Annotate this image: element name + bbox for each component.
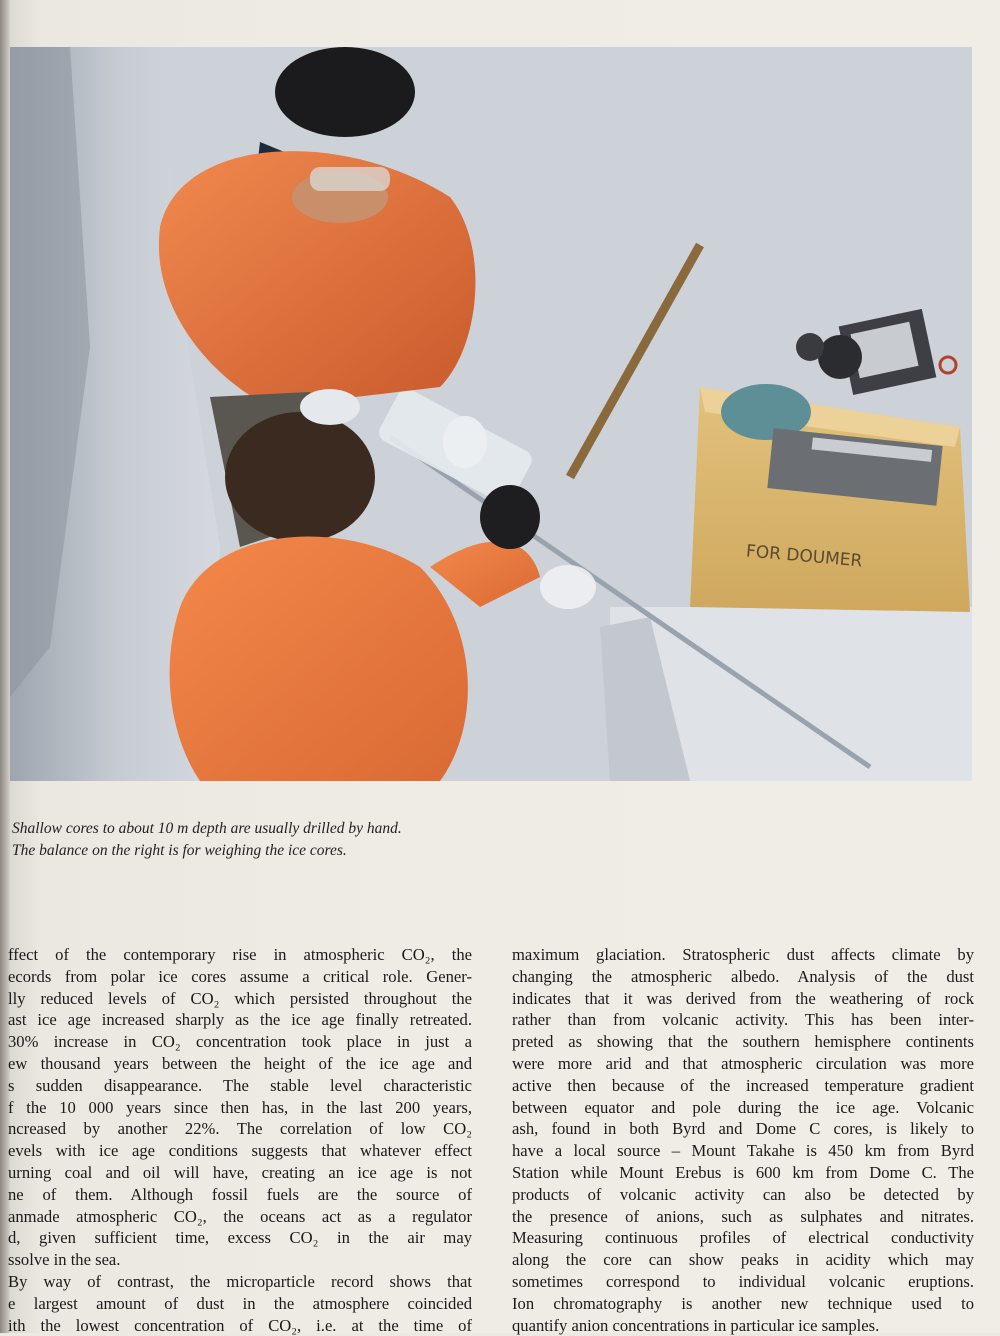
text-line: sometimes correspond to individual volcanic eruptions. [512, 1271, 974, 1291]
text-line: By way of contrast, the microparticle record shows that [8, 1271, 472, 1291]
text-line: along the core can show peaks in acidity which may [512, 1250, 974, 1270]
text-line: changing the atmospheric albedo. Analysis of the dust [512, 966, 974, 986]
text-line: quantify anion concentrations in particular ice samples. [512, 1315, 880, 1335]
text-line: 30% increase in CO₂ concentration took place in just a [8, 1032, 472, 1052]
text-line: products of volcanic activity can also be detected by [512, 1184, 974, 1204]
text-line: rather than from volcanic activity. This has been inter- [512, 1010, 974, 1030]
text-line: preted as showing that the southern hemisphere continents [512, 1032, 974, 1052]
text-line: ne of them. Although fossil fuels are the source of [8, 1184, 472, 1204]
photo-illustration [10, 47, 972, 781]
text-line: ast ice age increased sharply as the ice age finally retreated. [8, 1010, 472, 1030]
text-line: urning coal and oil will have, creating an ice age is not [8, 1162, 472, 1182]
caption-line: Shallow cores to about 10 m depth are usually drilled by hand. [12, 820, 402, 837]
photograph [10, 47, 972, 781]
text-line: ffect of the contemporary rise in atmospheric CO₂, the [8, 945, 472, 964]
text-line: ssolve in the sea. [8, 1250, 121, 1270]
photo-caption [12, 818, 612, 862]
text-line: Station while Mount Erebus is 600 km from Dome C. The [512, 1162, 974, 1182]
text-line: evels with ice age conditions suggests that whatever effect [8, 1141, 472, 1161]
text-line: have a local source – Mount Takahe is 450 km from Byrd [512, 1141, 974, 1161]
box-label: FOR DOUMER [745, 541, 864, 572]
text-line: ncreased by another 22%. The correlation of low CO₂ [8, 1119, 472, 1139]
text-line: maximum glaciation. Stratospheric dust affects climate by [512, 945, 974, 964]
left-text-column [0, 944, 472, 1336]
text-line: ecords from polar ice cores assume a critical role. Gener- [8, 966, 472, 986]
text-line: Measuring continuous profiles of electrical conductivity [512, 1228, 974, 1248]
text-line: active then because of the increased temperature gradient [512, 1075, 974, 1095]
right-text-column [512, 944, 974, 1336]
text-line: were more arid and that atmospheric circulation was more [512, 1053, 974, 1073]
caption-line: The balance on the right is for weighing the ice cores. [12, 842, 347, 859]
text-line: anmade atmospheric CO₂, the oceans act as a regulator [8, 1206, 472, 1226]
text-line: the presence of anions, such as sulphates and nitrates. [512, 1206, 974, 1226]
text-line: indicates that it was derived from the weathering of rock [512, 988, 974, 1008]
text-line: ith the lowest concentration of CO₂, i.e. at the time of [8, 1315, 472, 1335]
text-line: lly reduced levels of CO₂ which persisted throughout the [8, 988, 472, 1008]
text-line: e largest amount of dust in the atmosphere coincided [8, 1293, 472, 1313]
text-line: s sudden disappearance. The stable level characteristic [8, 1075, 472, 1095]
text-line: ash, found in both Byrd and Dome C cores, is likely to [512, 1119, 974, 1139]
text-line: Ion chromatography is another new technique used to [512, 1293, 974, 1313]
text-line: f the 10 000 years since then has, in the last 200 years, [8, 1097, 472, 1117]
text-line: between equator and pole during the ice age. Volcanic [512, 1097, 974, 1117]
text-line: ew thousand years between the height of the ice age and [8, 1053, 472, 1073]
text-line: d, given sufficient time, excess CO₂ in the air may [8, 1228, 472, 1248]
